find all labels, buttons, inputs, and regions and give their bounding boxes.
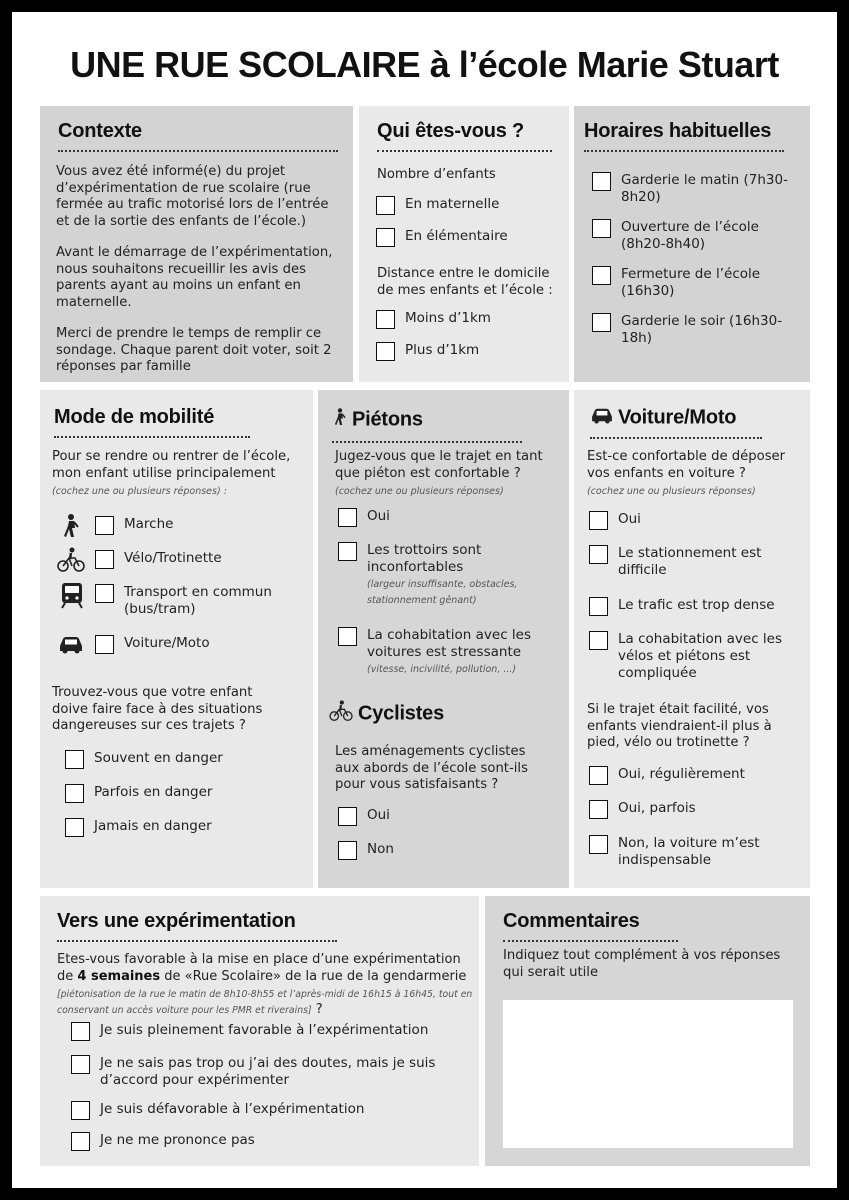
checkbox[interactable] (589, 631, 608, 650)
option-voiture-oui[interactable]: Oui (589, 511, 641, 530)
option-parfois-danger[interactable]: Parfois en danger (65, 784, 212, 803)
comment-textarea[interactable] (503, 1000, 793, 1148)
pietons-note: (cochez une ou plusieurs réponses) (335, 486, 504, 497)
option-cohabitation-voitures[interactable]: La cohabitation avec les voitures est stressante (vitesse, incivilité, pollution, ...) (338, 627, 553, 677)
experimentation-note: [piétonisation de la rue le matin de 8h10-8h55 et l’après-midi de 16h15 à 16h45, tout en conservant un accès voiture pour les PMR et riverains] (57, 989, 473, 1016)
option-velo[interactable]: Vélo/Trotinette (95, 550, 222, 569)
checkbox[interactable] (71, 1055, 90, 1074)
checkbox[interactable] (376, 342, 395, 361)
checkbox[interactable] (338, 542, 357, 561)
option-oui-parfois[interactable]: Oui, parfois (589, 800, 696, 819)
cyclistes-question: Les aménagements cyclistes aux abords de l’école sont-ils pour vous satisfaisants ? (335, 744, 528, 792)
trottoirs-note: (largeur insuffisante, obstacles, stationnement gênant) (367, 579, 518, 606)
option-cyclistes-non[interactable]: Non (338, 841, 394, 860)
experimentation-question: Etes-vous favorable à la mise en place d’une expérimentation de 4 semaines de «Rue Scolaire» de la rue de la gendarmerie (57, 952, 467, 984)
voiture-question: Est-ce confortable de déposer vos enfants en voiture ? (587, 449, 786, 481)
checkbox[interactable] (71, 1022, 90, 1041)
option-oui-regulierement[interactable]: Oui, régulièrement (589, 766, 745, 785)
option-ouverture-ecole[interactable]: Ouverture de l’école (8h20-8h40) (592, 219, 792, 253)
pietons-cyclistes-panel (318, 390, 569, 888)
option-fermeture-ecole[interactable]: Fermeture de l’école (16h30) (592, 266, 792, 300)
checkbox[interactable] (71, 1132, 90, 1151)
page-title: UNE RUE SCOLAIRE à l’école Marie Stuart (70, 44, 779, 85)
voiture-heading-row (590, 406, 762, 439)
voiture-heading: Voiture/Moto (618, 406, 737, 429)
checkbox[interactable] (589, 766, 608, 785)
option-defavorable[interactable]: Je suis défavorable à l’expérimentation (71, 1101, 451, 1120)
option-stationnement[interactable]: Le stationnement est difficile (589, 545, 799, 579)
commentaires-instructions: Indiquez tout complément à vos réponses qui serait utile (503, 948, 781, 980)
option-maternelle[interactable]: En maternelle (376, 196, 499, 215)
checkbox[interactable] (592, 172, 611, 191)
checkbox[interactable] (65, 784, 84, 803)
pietons-heading-row (332, 406, 522, 443)
bicycle-icon (57, 547, 85, 573)
car-icon (590, 406, 614, 430)
checkbox[interactable] (589, 835, 608, 854)
option-garderie-matin[interactable]: Garderie le matin (7h30-8h20) (592, 172, 792, 206)
contexte-panel (40, 106, 353, 382)
nombre-enfants-label: Nombre d’enfants (377, 167, 496, 182)
checkbox[interactable] (338, 627, 357, 646)
checkbox[interactable] (592, 266, 611, 285)
voiture-panel (574, 390, 810, 888)
checkbox[interactable] (65, 818, 84, 837)
checkbox[interactable] (589, 511, 608, 530)
cohabitation-note: (vitesse, incivilité, pollution, ...) (367, 664, 517, 675)
option-plus-1km[interactable]: Plus d’1km (376, 342, 479, 361)
option-ne-se-prononce-pas[interactable]: Je ne me prononce pas (71, 1132, 451, 1151)
experimentation-panel (40, 896, 479, 1166)
option-elementaire[interactable]: En élémentaire (376, 228, 508, 247)
option-doutes-mais-accord[interactable]: Je ne sais pas trop ou j’ai des doutes, mais je suis d’accord pour expérimenter (71, 1055, 451, 1089)
option-pleinement-favorable[interactable]: Je suis pleinement favorable à l’expérimentation (71, 1022, 451, 1041)
checkbox[interactable] (95, 584, 114, 603)
contexte-paragraph-1: Vous avez été informé(e) du projet d’expérimentation de rue scolaire (rue fermée au trafic motorisé lors de l’entrée et de la sortie des enfants de l’école.) (56, 164, 329, 229)
facilite-question: Si le trajet était facilité, vos enfants viendraient-il plus à pied, vélo ou trotinette ? (587, 702, 772, 750)
option-trottoirs[interactable]: Les trottoirs sont inconfortables (largeur insuffisante, obstacles, stationnement gênant) (338, 542, 553, 609)
option-marche[interactable]: Marche (95, 516, 173, 535)
contexte-paragraph-2: Avant le démarrage de l’expérimentation, nous souhaitons recueillir les avis des parents ayant au moins un enfant en maternelle. (56, 245, 333, 310)
bicycle-icon (328, 700, 354, 728)
danger-question: Trouvez-vous que votre enfant doive faire face à des situations dangereuses sur ces trajets ? (52, 685, 263, 733)
option-cyclistes-oui[interactable]: Oui (338, 807, 390, 826)
checkbox[interactable] (71, 1101, 90, 1120)
commentaires-panel (485, 896, 810, 1166)
checkbox[interactable] (95, 635, 114, 654)
option-garderie-soir[interactable]: Garderie le soir (16h30-18h) (592, 313, 792, 347)
checkbox[interactable] (95, 550, 114, 569)
checkbox[interactable] (592, 219, 611, 238)
option-cohabitation-velos[interactable]: La cohabitation avec les vélos et piétons est compliquée (589, 631, 799, 682)
walking-child-icon (60, 513, 82, 539)
horaires-panel (574, 106, 810, 382)
checkbox[interactable] (65, 750, 84, 769)
option-voiture-moto[interactable]: Voiture/Moto (95, 635, 210, 654)
tram-icon (60, 581, 84, 609)
checkbox[interactable] (589, 800, 608, 819)
commentaires-heading: Commentaires (503, 910, 678, 942)
cyclistes-heading: Cyclistes (358, 702, 445, 725)
experimentation-note-row: [piétonisation de la rue le matin de 8h10-8h55 et l’après-midi de 16h15 à 16h45, tout en conservant un accès voiture pour les PMR et riverains] ? (57, 989, 473, 1017)
option-souvent-danger[interactable]: Souvent en danger (65, 750, 223, 769)
qui-heading: Qui êtes-vous ? (377, 120, 552, 152)
checkbox[interactable] (95, 516, 114, 535)
option-transport-commun[interactable]: Transport en commun (bus/tram) (95, 584, 285, 618)
contexte-heading: Contexte (58, 120, 338, 152)
option-trafic-dense[interactable]: Le trafic est trop dense (589, 597, 799, 616)
checkbox[interactable] (592, 313, 611, 332)
mobilite-panel (40, 390, 313, 888)
pietons-question: Jugez-vous que le trajet en tant que piéton est confortable ? (335, 449, 543, 481)
mobilite-heading: Mode de mobilité (54, 406, 250, 438)
mobilite-question: Pour se rendre ou rentrer de l’école, mon enfant utilise principalement (52, 449, 291, 481)
horaires-heading: Horaires habituelles (584, 120, 784, 152)
cyclistes-heading-row (328, 700, 528, 735)
checkbox[interactable] (376, 196, 395, 215)
walking-child-icon (332, 406, 348, 434)
option-voiture-indispensable[interactable]: Non, la voiture m’est indispensable (589, 835, 794, 869)
checkbox[interactable] (338, 841, 357, 860)
checkbox[interactable] (376, 228, 395, 247)
checkbox[interactable] (338, 807, 357, 826)
car-icon (58, 634, 84, 654)
option-pietons-oui[interactable]: Oui (338, 508, 390, 527)
option-moins-1km[interactable]: Moins d’1km (376, 310, 491, 329)
experimentation-heading: Vers une expérimentation (57, 910, 337, 942)
distance-label: Distance entre le domicile de mes enfants et l’école : (377, 266, 553, 298)
checkbox[interactable] (376, 310, 395, 329)
pietons-heading: Piétons (352, 408, 423, 431)
checkbox[interactable] (589, 545, 608, 564)
qui-panel (359, 106, 569, 382)
mobilite-note: (cochez une ou plusieurs réponses) : (52, 486, 227, 497)
voiture-note: (cochez une ou plusieurs réponses) (587, 486, 756, 497)
checkbox[interactable] (589, 597, 608, 616)
checkbox[interactable] (338, 508, 357, 527)
option-jamais-danger[interactable]: Jamais en danger (65, 818, 212, 837)
contexte-paragraph-3: Merci de prendre le temps de remplir ce sondage. Chaque parent doit voter, soit 2 réponses par famille (56, 326, 332, 374)
